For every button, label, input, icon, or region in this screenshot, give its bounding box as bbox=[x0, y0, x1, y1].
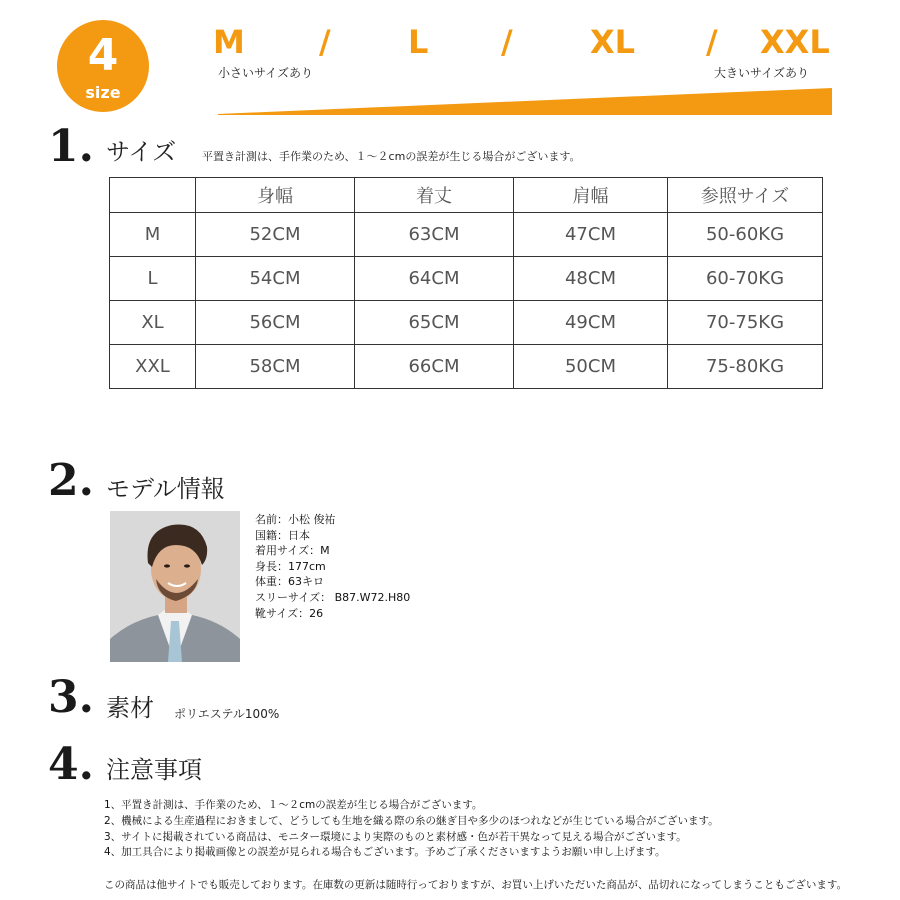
model-shoe-size: 靴サイズ：26 bbox=[255, 606, 324, 620]
section-number-1: 1. bbox=[48, 121, 94, 172]
model-height: 身長：177cm bbox=[255, 559, 326, 573]
table-cell: 50-60KG bbox=[668, 213, 823, 257]
size-cell: M bbox=[110, 213, 196, 257]
stock-disclaimer: この商品は他サイトでも販売しております。在庫数の更新は随時行っておりますが、お買い上げいただいた商品が、品切れになってしまうこともございます。 bbox=[104, 879, 848, 891]
note-item: 1、平置き計測は、手作業のため、１～２cmの誤差が生じる場合がございます。 bbox=[104, 799, 483, 811]
header-cell: 参照サイズ bbox=[668, 178, 823, 213]
section-title-material: 素材 bbox=[106, 694, 154, 722]
section-title-notes: 注意事項 bbox=[106, 756, 202, 784]
table-row bbox=[110, 257, 823, 301]
table-row bbox=[110, 213, 823, 257]
model-info bbox=[255, 512, 410, 621]
section-number-3: 3. bbox=[48, 672, 94, 723]
table-cell: 70-75KG bbox=[668, 301, 823, 345]
model-photo bbox=[110, 511, 240, 662]
size-separator: / bbox=[319, 23, 331, 61]
size-label-xl: XL bbox=[590, 23, 636, 61]
model-worn-size: 着用サイズ：M bbox=[255, 544, 330, 558]
size-count-label: size bbox=[85, 83, 121, 102]
table-cell: 54CM bbox=[196, 257, 355, 301]
table-cell: 65CM bbox=[355, 301, 514, 345]
section-number-2: 2. bbox=[48, 455, 94, 506]
header-cell: 肩幅 bbox=[514, 178, 668, 213]
size-label-xxl: XXL bbox=[760, 23, 830, 61]
size-scale-wedge bbox=[218, 88, 832, 116]
size-count-badge bbox=[57, 20, 149, 112]
size-cell: XXL bbox=[110, 345, 196, 389]
material-value: ポリエステル100% bbox=[174, 707, 280, 721]
size-count-number: 4 bbox=[87, 30, 119, 81]
table-cell: 49CM bbox=[514, 301, 668, 345]
size-label-l: L bbox=[408, 23, 429, 61]
model-measurements: スリーサイズ： B87.W72.H80 bbox=[255, 590, 411, 604]
model-nationality: 国籍：日本 bbox=[255, 528, 310, 542]
notes-list bbox=[104, 798, 719, 861]
table-cell: 75-80KG bbox=[668, 345, 823, 389]
table-cell: 66CM bbox=[355, 345, 514, 389]
section-title-size: サイズ bbox=[106, 138, 177, 166]
size-table-header-row bbox=[110, 178, 823, 213]
note-item: 4、加工具合により掲載画像との誤差が見られる場合もございます。予めご了承くださいますようお願い申し上げます。 bbox=[104, 846, 666, 859]
table-cell: 47CM bbox=[514, 213, 668, 257]
table-cell: 48CM bbox=[514, 257, 668, 301]
size-cell: L bbox=[110, 257, 196, 301]
size-measurement-note: 平置き計測は、手作業のため、１～２cmの誤差が生じる場合がございます。 bbox=[202, 150, 581, 163]
header-cell bbox=[110, 178, 196, 213]
note-item: 2、機械による生産過程におきまして、どうしても生地を織る際の糸の継ぎ目や多少のほつれなどが生じている場合がございます。 bbox=[104, 814, 719, 827]
table-cell: 50CM bbox=[514, 345, 668, 389]
section-number-4: 4. bbox=[48, 739, 94, 790]
size-table bbox=[109, 177, 823, 389]
size-separator: / bbox=[501, 23, 513, 61]
model-weight: 体重：63キロ bbox=[255, 575, 324, 589]
large-size-note: 大きいサイズあり bbox=[714, 66, 810, 80]
model-name: 名前：小松 俊祐 bbox=[255, 513, 336, 526]
table-cell: 63CM bbox=[355, 213, 514, 257]
table-cell: 56CM bbox=[196, 301, 355, 345]
table-cell: 64CM bbox=[355, 257, 514, 301]
section-title-model: モデル情報 bbox=[106, 475, 225, 503]
table-row bbox=[110, 301, 823, 345]
table-row bbox=[110, 345, 823, 389]
header-cell: 身幅 bbox=[196, 178, 355, 213]
size-separator: / bbox=[706, 23, 718, 61]
table-cell: 52CM bbox=[196, 213, 355, 257]
small-size-note: 小さいサイズあり bbox=[218, 66, 314, 80]
size-cell: XL bbox=[110, 301, 196, 345]
note-item: 3、サイトに掲載されている商品は、モニター環境により実際のものと素材感・色が若干異なって見える場合がございます。 bbox=[104, 830, 687, 843]
header-cell: 着丈 bbox=[355, 178, 514, 213]
table-cell: 58CM bbox=[196, 345, 355, 389]
size-label-m: M bbox=[213, 23, 245, 61]
table-cell: 60-70KG bbox=[668, 257, 823, 301]
